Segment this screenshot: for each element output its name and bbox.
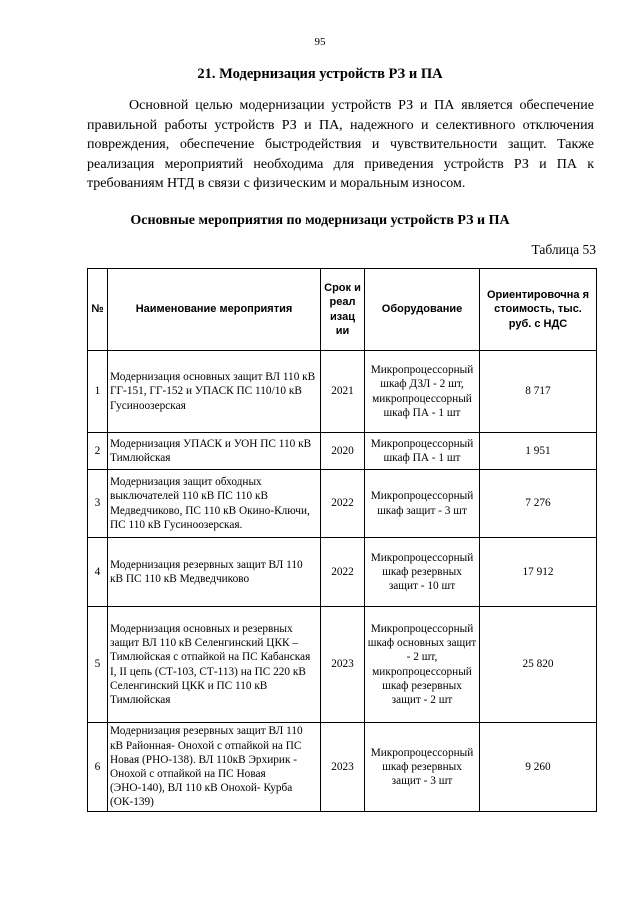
row-cost: 9 260 [480, 723, 597, 812]
row-equipment: Микропроцессорный шкаф ДЗЛ - 2 шт, микропроцессорный шкаф ПА - 1 шт [365, 351, 480, 433]
row-equipment: Микропроцессорный шкаф защит - 3 шт [365, 470, 480, 538]
header-num: № [88, 269, 108, 351]
header-name: Наименование мероприятия [108, 269, 321, 351]
table-header-row [88, 269, 597, 351]
table-row [88, 433, 597, 470]
row-num: 1 [88, 351, 108, 433]
row-equipment: Микропроцессорный шкаф ПА - 1 шт [365, 433, 480, 470]
row-equipment: Микропроцессорный шкаф основных защит - 2 шт, микропроцессорный шкаф резервных защит - 2 шт [365, 607, 480, 723]
table-row [88, 723, 597, 812]
row-year: 2023 [321, 607, 365, 723]
page-number: 95 [314, 36, 326, 48]
row-equipment: Микропроцессорный шкаф резервных защит - 3 шт [365, 723, 480, 812]
row-equipment: Микропроцессорный шкаф резервных защит - 10 шт [365, 538, 480, 607]
header-equipment: Оборудование [365, 269, 480, 351]
row-name: Модернизация защит обходных выключателей 110 кВ ПС 110 кВ Медведчиково, ПС 110 кВ Окино-Ключи, ПС 110 кВ Гусиноозерская. [108, 470, 321, 538]
row-year: 2021 [321, 351, 365, 433]
intro-paragraph: Основной целью модернизации устройств РЗ и ПА является обеспечение правильной работы устройств РЗ и ПА, надежного и селективного отключения повреждения, обеспечение быстродействия и чувствительности защит. Также реализация мероприятий необходима для приведения устройств РЗ и ПА к требованиям НТД в связи с физическим и моральным износом. [87, 98, 594, 191]
measures-table [87, 268, 597, 812]
row-cost: 17 912 [480, 538, 597, 607]
row-num: 5 [88, 607, 108, 723]
table-row [88, 607, 597, 723]
section-heading: 21. Модернизация устройств РЗ и ПА [197, 66, 443, 82]
row-name: Модернизация основных защит ВЛ 110 кВ ГГ-151, ГГ-152 и УПАСК ПС 110/10 кВ Гусиноозерская [108, 351, 321, 433]
row-cost: 7 276 [480, 470, 597, 538]
row-year: 2023 [321, 723, 365, 812]
table-row [88, 538, 597, 607]
row-name: Модернизация резервных защит ВЛ 110 кВ Районная- Онохой с отпайкой на ПС Новая (РНО-138). ВЛ 110кВ Эрхирик - Онохой с отпайкой на ПС Новая (ЭНО-140), ВЛ 110 кВ Онохой- Курба (ОК-139) [108, 723, 321, 812]
row-year: 2022 [321, 470, 365, 538]
row-cost: 8 717 [480, 351, 597, 433]
row-num: 3 [88, 470, 108, 538]
header-year: Срок и реал изац ии [321, 269, 365, 351]
header-cost: Ориентировочна я стоимость, тыс. руб. с НДС [480, 269, 597, 351]
row-cost: 1 951 [480, 433, 597, 470]
table-row [88, 470, 597, 538]
table-subheading: Основные мероприятия по модернизаци устройств РЗ и ПА [130, 213, 510, 228]
table-row [88, 351, 597, 433]
row-num: 6 [88, 723, 108, 812]
table-caption: Таблица 53 [531, 242, 596, 257]
row-num: 4 [88, 538, 108, 607]
row-name: Модернизация резервных защит ВЛ 110 кВ ПС 110 кВ Медведчиково [108, 538, 321, 607]
row-year: 2020 [321, 433, 365, 470]
row-num: 2 [88, 433, 108, 470]
row-year: 2022 [321, 538, 365, 607]
row-name: Модернизация УПАСК и УОН ПС 110 кВ Тимлюйская [108, 433, 321, 470]
row-name: Модернизация основных и резервных защит ВЛ 110 кВ Селенгинский ЦКК – Тимлюйская с отпайкой на ПС Кабанская I, II цепь (СТ-103, СТ-113) на ПС 220 кВ Селенгинский ЦКК и ПС 110 кВ Тимлюйская [108, 607, 321, 723]
row-cost: 25 820 [480, 607, 597, 723]
